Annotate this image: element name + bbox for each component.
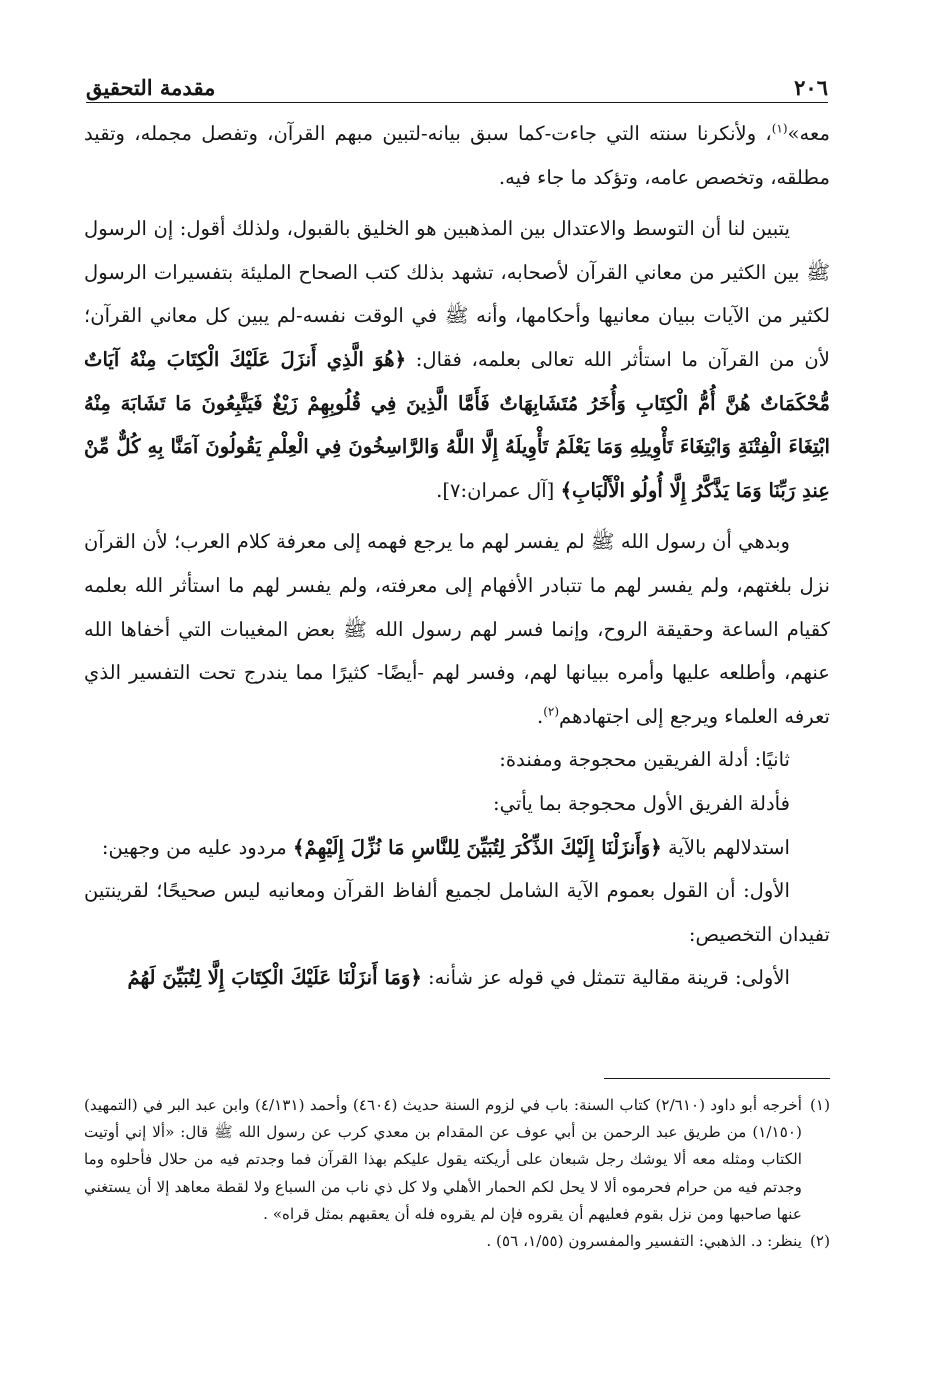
paragraph-8-text: الأولى: قرينة مقالية تتمثل في قوله عز شأنه: [428, 966, 790, 990]
paragraph-1 [84, 112, 830, 199]
paragraph-3-text-a: وبدهي أن رسول الله ﷺ لم يفسر لهم ما يرجع فهمه إلى معرفة كلام العرب؛ لأن القرآن نزل بلغتهم، ولم يفسر لهم ما تتبادر الأفهام إلى معرفته، ولم يفسر لهم ما استأثر الله بعلمه كقيام الساعة وحقيقة الروح، وإنما فسر لهم رسول الله ﷺ بعض المغيبات التي أخفاها الله عنهم، وأطلعه عليها وأمره ببيانها لهم، وفسر لهم -أيضًا- كثيرًا مما يندرج تحت التفسير الذي تعرفه العلماء ويرجع إلى اجتهادهم [84, 530, 830, 728]
paragraph-6-text-a: استدلالهم بالآية [667, 835, 790, 859]
header-rule [86, 102, 828, 103]
paragraph-5: فأدلة الفريق الأول محجوجة بما يأتي: [492, 791, 790, 815]
footnote-2 [84, 1228, 830, 1255]
page-number: ٢٠٦ [794, 75, 828, 100]
paragraph-8 [84, 956, 830, 1000]
footnote-text: أخرجه أبو داود (٢/٦١٠) كتاب السنة: باب في لزوم السنة حديث (٤٦٠٤) وأحمد (٤/١٣١) وابن عبد البر في (التمهيد) (١/١٥٠) من طريق عبد الرحمن بن أبي عوف عن المقدام بن معدي كرب عن رسول الله ﷺ قال: «ألا إني أوتيت الكتاب ومثله معه ألا يوشك رجل شبعان على أريكته يقول عليكم بهذا القرآن فما وجدتم فيه من حلال فأحلوه وما وجدتم فيه من حرام فحرموه ألا لا يحل لكم الحمار الأهلي ولا كل ذي ناب من السباع ولا لقطة معاهد إلا أن يستغني عنها صاحبها ومن نزل بقوم فعليهم أن يقروه فإن لم يقروه فله أن يعقبهم بمثل قراه» . [84, 1096, 802, 1223]
paragraph-6-text-b: مردود عليه من وجهين: [101, 835, 287, 859]
paragraph-1-text-a: معه» [787, 122, 830, 145]
quran-verse-nahl-64: ﴿وَمَا أَنزَلْنَا عَلَيْكَ الْكِتَابَ إِلَّا لِتُبَيِّنَ لَهُمُ [127, 966, 422, 990]
footnote-ref-2: (٢) [543, 704, 560, 719]
paragraph-2-text: يتبين لنا أن التوسط والاعتدال بين المذهبين هو الخليق بالقبول، ولذلك أقول: إن الرسول ﷺ بين الكثير من معاني القرآن لأصحابه، تشهد بذلك كتب الصحاح المليئة بتفسيرات الرسول لكثير من الآيات ببيان معانيها وأحكامها، وأنه ﷺ في الوقت نفسه-لم يبين كل معاني القرآن؛ لأن من القرآن ما استأثر الله تعالى بعلمه، فقال: [84, 217, 830, 371]
paragraph-7: الأول: أن القول بعموم الآية الشامل لجميع ألفاظ القرآن ومعانيه ليس صحيحًا؛ لقرينتين تفيدان التخصيص: [84, 879, 830, 946]
footnotes [84, 1092, 830, 1255]
paragraph-1-text-b: ، ولأنكرنا سنته التي جاءت-كما سبق بيانه-لتبين مبهم القرآن، وتفصل مجمله، وتقيد مطلقه، وتخصص عامه، وتؤكد ما جاء فيه. [84, 122, 830, 189]
footnote-number: (١) [809, 1096, 830, 1114]
verse-citation: [آل عمران:٧]. [436, 478, 555, 502]
running-header [86, 62, 828, 100]
footnote-rule [604, 1078, 830, 1079]
footnote-text: ينظر: د. الذهبي: التفسير والمفسرون (١/٥٥، ٥٦) . [486, 1232, 802, 1251]
paragraph-6 [84, 826, 830, 870]
quran-verse-nahl-44: ﴿وَأَنزَلْنَا إِلَيْكَ الذِّكْرَ لِتُبَيِّنَ لِلنَّاسِ مَا نُزِّلَ إِلَيْهِمْ﴾ [293, 835, 662, 859]
running-title: مقدمة التحقيق [86, 75, 216, 100]
footnote-number: (٢) [809, 1232, 830, 1251]
paragraph-3 [84, 520, 830, 738]
main-text [84, 112, 830, 1000]
footnote-ref-1: (١) [771, 121, 788, 136]
paragraph-4: ثانيًا: أدلة الفريقين محجوجة ومفندة: [499, 748, 790, 772]
quran-verse-al-imran-7: ﴿هُوَ الَّذِي أَنزَلَ عَلَيْكَ الْكِتَابَ مِنْهُ آيَاتٌ مُّحْكَمَاتٌ هُنَّ أُمُّ الْكِتَابِ وَأُخَرُ مُتَشَابِهَاتٌ فَأَمَّا الَّذِينَ فِي قُلُوبِهِمْ زَيْغٌ فَيَتَّبِعُونَ مَا تَشَابَهَ مِنْهُ ابْتِغَاءَ الْفِتْنَةِ وَابْتِغَاءَ تَأْوِيلِهِ وَمَا يَعْلَمُ تَأْوِيلَهُ إِلَّا اللَّهُ وَالرَّاسِخُونَ فِي الْعِلْمِ يَقُولُونَ آمَنَّا بِهِ كُلٌّ مِّنْ عِندِ رَبِّنَا وَمَا يَذَّكَّرُ إِلَّا أُولُو الْأَلْبَابِ﴾ [84, 347, 830, 502]
paragraph-3-text-b: . [536, 704, 544, 728]
paragraph-2 [84, 207, 830, 512]
footnote-1 [84, 1092, 830, 1228]
